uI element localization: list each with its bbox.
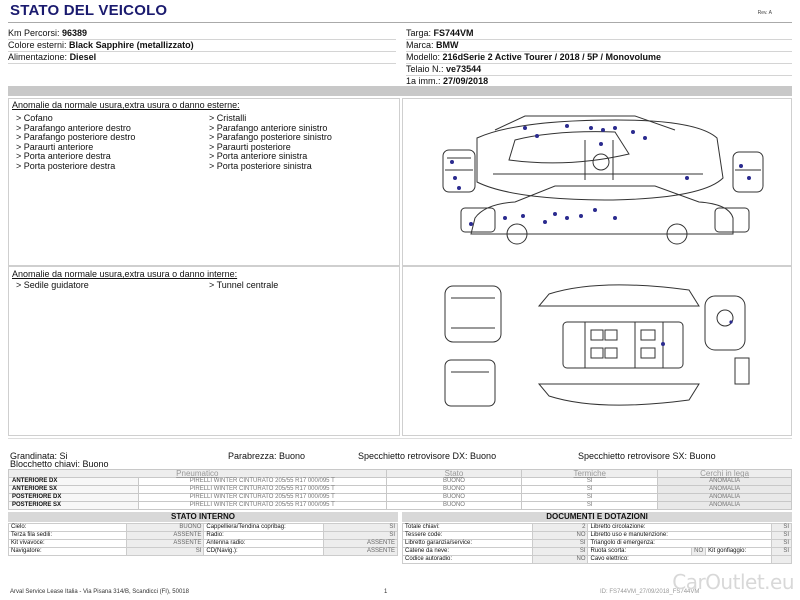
field-value: NO [692, 548, 706, 556]
field-label: Tessere code: [403, 532, 533, 540]
tyre-model: PIRELLI WINTER CINTURATO 205/55 R17 000/095 T [138, 502, 386, 510]
list-item: > Parafango anteriore destro [16, 122, 131, 133]
documenti-header: DOCUMENTI E DOTAZIONI [402, 512, 792, 522]
documenti-table [402, 523, 792, 564]
field-label: Libretto circolazione: [588, 524, 772, 532]
tyre-cerchi: ANOMALIA [658, 494, 792, 502]
field-label: Codice autoradio: [403, 556, 533, 564]
field-label: Triangolo di emergenza: [588, 540, 772, 548]
table-row [9, 494, 792, 502]
footer-page-number: 1 [384, 589, 388, 595]
table-row [9, 524, 398, 532]
list-item: > Parafango anteriore sinistro [209, 122, 328, 133]
list-item: > Porta posteriore sinistra [209, 160, 312, 171]
tyre-cerchi: ANOMALIA [658, 486, 792, 494]
field-value: BUONO [126, 524, 204, 532]
field-value: 2 [532, 524, 588, 532]
field-label: Kit vivavoce: [9, 540, 127, 548]
tyre-stato: BUONO [386, 486, 522, 494]
list-item: > Paraurti posteriore [209, 141, 291, 152]
list-item: > Paraurti anteriore [16, 141, 94, 152]
field-value: ASSENTE [324, 540, 398, 548]
field-value: NO [532, 556, 588, 564]
field-label: Kit gonfiaggio: [706, 548, 772, 556]
table-row [9, 532, 398, 540]
status-specchietto-dx: Specchietto retrovisore DX: Buono [358, 451, 497, 461]
field-label: Radio: [204, 532, 324, 540]
field-label: Libretto uso e manutenzione: [588, 532, 772, 540]
stato-interno-table [8, 523, 398, 556]
revision-label: Rev. A [757, 10, 772, 16]
tyre-model: PIRELLI WINTER CINTURATO 205/55 R17 000/095 T [138, 494, 386, 502]
list-item: > Sedile guidatore [16, 280, 89, 290]
field-value: SI [532, 548, 588, 556]
header-stato: Stato [386, 470, 522, 478]
tyre-model: PIRELLI WINTER CINTURATO 205/55 R17 000/095 T [138, 478, 386, 486]
interior-anomalies-panel [8, 266, 400, 436]
caroutlet-watermark-logo: CarOutlet.eu [672, 570, 794, 594]
info-km: Km Percorsi: 96389 [8, 28, 396, 40]
tyre-termiche: SI [522, 486, 658, 494]
table-row [9, 478, 792, 486]
interior-title: Anomalie da normale usura,extra usura o danno interne: [12, 269, 238, 279]
field-value: SI [772, 524, 792, 532]
field-label: Totale chiavi: [403, 524, 533, 532]
status-specchietto-sx: Specchietto retrovisore SX: Buono [578, 451, 716, 461]
tyre-position: ANTERIORE SX [9, 486, 139, 494]
info-alimentazione: Alimentazione: Diesel [8, 52, 396, 64]
field-value [772, 556, 792, 564]
field-value: ASSENTE [324, 548, 398, 556]
table-row [403, 540, 792, 548]
page-title: STATO DEL VEICOLO [10, 2, 168, 19]
exterior-list-col1 [16, 114, 135, 171]
list-item: > Porta anteriore destra [16, 151, 111, 161]
header-pneumatico: Pneumatico [9, 470, 387, 478]
header-cerchi: Cerchi in lega [658, 470, 792, 478]
field-value: ASSENTE [126, 532, 204, 540]
list-item: > Tunnel centrale [209, 280, 279, 290]
field-value: SI [772, 540, 792, 548]
list-item: > Parafango posteriore sinistro [209, 132, 332, 142]
field-value: NO [532, 532, 588, 540]
status-blocchetto: Blocchetto chiavi: Buono [10, 459, 109, 469]
list-item: > Cofano [16, 113, 53, 123]
tyre-position: ANTERIORE DX [9, 478, 139, 486]
field-value: SI [324, 532, 398, 540]
table-row [403, 532, 792, 540]
tyre-position: POSTERIORE DX [9, 494, 139, 502]
field-value: SI [772, 532, 792, 540]
field-label: Cielo: [9, 524, 127, 532]
field-value: ASSENTE [126, 540, 204, 548]
info-telaio: Telaio N.: ve73544 [406, 64, 792, 76]
table-row [403, 556, 792, 564]
table-row [403, 524, 792, 532]
field-label: Ruota scorta: [588, 548, 692, 556]
exterior-title: Anomalie da normale usura,extra usura o danno esterne: [12, 100, 240, 110]
stato-interno-header: STATO INTERNO [8, 512, 398, 522]
tyre-stato: BUONO [386, 494, 522, 502]
info-modello: Modello: 216dSerie 2 Active Tourer / 2018 / 5P / Monovolume [406, 52, 792, 64]
tyre-cerchi: ANOMALIA [658, 478, 792, 486]
exterior-car-diagram [405, 100, 789, 262]
field-label: CD(Navig.): [204, 548, 324, 556]
header-termiche: Termiche [522, 470, 658, 478]
tyre-termiche: SI [522, 502, 658, 510]
tyre-stato: BUONO [386, 502, 522, 510]
list-item: > Porta anteriore sinistra [209, 151, 308, 161]
interior-list-col2 [209, 281, 278, 291]
interior-car-diagram [405, 268, 789, 432]
tyre-cerchi: ANOMALIA [658, 502, 792, 510]
tyre-termiche: SI [522, 478, 658, 486]
field-label: Catene da neve: [403, 548, 533, 556]
table-row [403, 548, 792, 556]
field-label: Cavo elettrico: [588, 556, 772, 564]
status-grandinata: Grandinata: Si [10, 451, 68, 461]
tyre-stato: BUONO [386, 478, 522, 486]
tyres-table [8, 469, 792, 510]
info-marca: Marca: BMW [406, 40, 792, 52]
field-label: Antenna radio: [204, 540, 324, 548]
field-label: Navigatore: [9, 548, 127, 556]
field-label: Cappelliera/Tendina copribag: [204, 524, 324, 532]
list-item: > Cristalli [209, 113, 247, 123]
field-value: SI [532, 540, 588, 548]
title-divider [8, 22, 792, 23]
footer-address: Arval Service Lease Italia - Via Pisana 314/B, Scandicci (FI), 50018 [10, 589, 189, 595]
field-value: SI [126, 548, 204, 556]
section-band [8, 86, 792, 96]
table-row [9, 540, 398, 548]
tyre-position: POSTERIORE SX [9, 502, 139, 510]
table-row [9, 486, 792, 494]
field-label: Libretto garanzia/service: [403, 540, 533, 548]
info-targa: Targa: FS744VM [406, 28, 792, 40]
tyre-model: PIRELLI WINTER CINTURATO 205/55 R17 000/095 T [138, 486, 386, 494]
table-row [9, 502, 792, 510]
info-immatricolazione: 1a imm.: 27/09/2018 [406, 76, 792, 88]
interior-list-col1 [16, 281, 89, 291]
tyre-termiche: SI [522, 494, 658, 502]
field-label: Terza fila sedili: [9, 532, 127, 540]
status-parabrezza: Parabrezza: Buono [228, 451, 306, 461]
field-value: SI [772, 548, 792, 556]
exterior-list-col2 [209, 114, 332, 171]
footer-reference: ID: FS744VM_27/09/2018_FS744VM [600, 589, 700, 595]
list-item: > Porta posteriore destra [16, 160, 116, 171]
table-row [9, 548, 398, 556]
list-item: > Parafango posteriore destro [16, 132, 136, 142]
tyres-header-row [9, 470, 792, 478]
info-colore: Colore esterni: Black Sapphire (metallizzato) [8, 40, 396, 52]
field-value: SI [324, 524, 398, 532]
